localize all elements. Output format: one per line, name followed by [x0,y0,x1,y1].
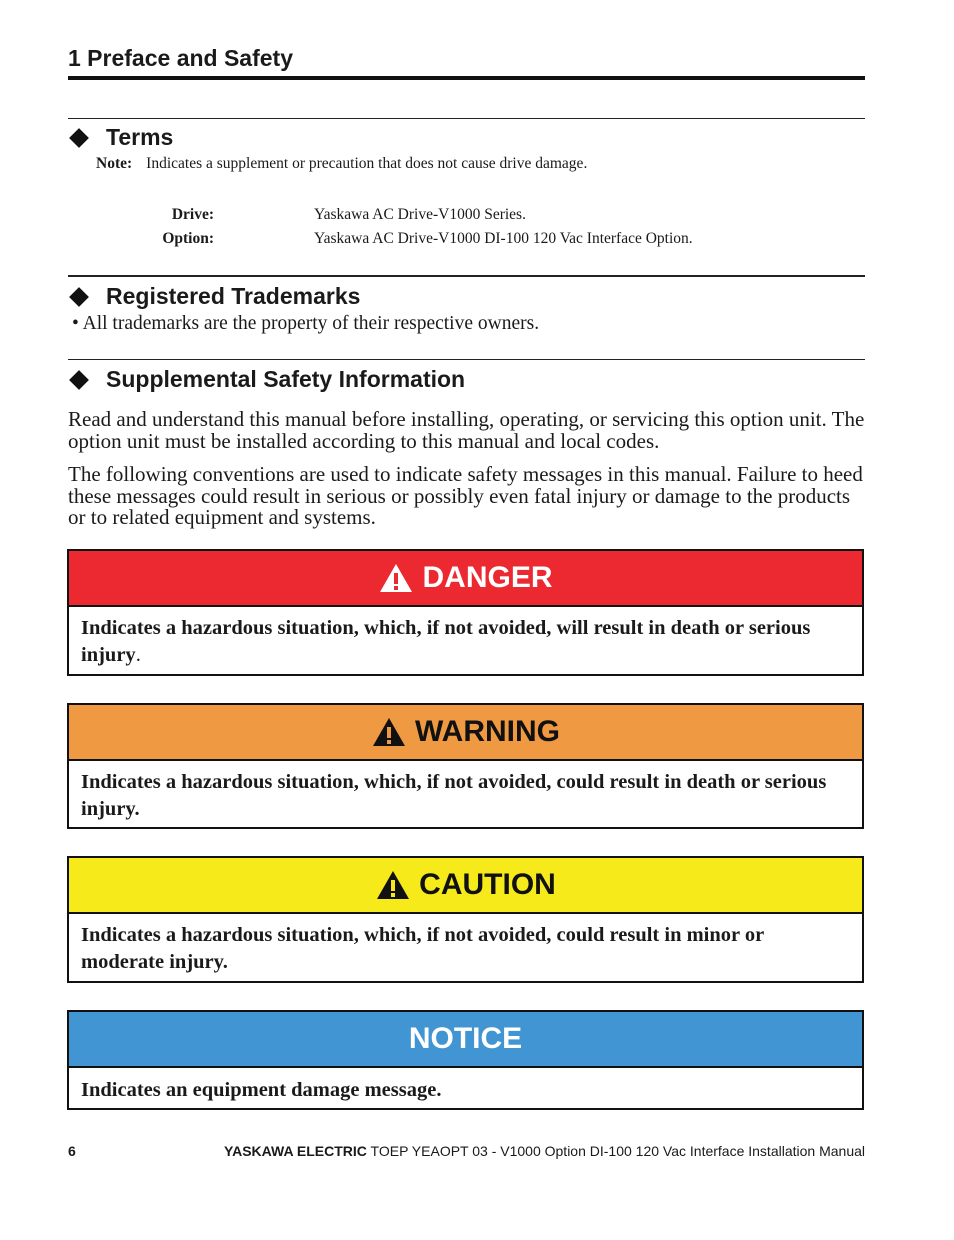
warning-band [69,705,862,761]
term-drive-definition: Yaskawa AC Drive-V1000 Series. [314,206,526,223]
notice-label: NOTICE [408,1022,523,1055]
warning-triangle-icon [375,869,411,901]
trademarks-bullet: • All trademarks are the property of their respective owners. [72,313,540,334]
term-option-definition: Yaskawa AC Drive-V1000 DI-100 120 Vac Interface Option. [314,230,693,247]
caution-box [67,856,864,983]
term-drive-label: Drive: [171,206,214,223]
terms-heading-text: Terms [106,124,174,150]
diamond-bullet-icon [69,370,89,390]
safety-heading [68,366,465,393]
notice-message: Indicates an equipment damage message. [81,1079,442,1101]
section-divider [68,275,865,277]
danger-label: DANGER [422,561,553,594]
section-divider [68,118,865,119]
warning-triangle-icon [378,562,414,594]
safety-paragraph-1: Read and understand this manual before installing, operating, or servicing this option unit. The option unit must be installed according to this manual and local codes. [68,407,865,453]
footer-title-text: TOEP YEAOPT 03 - V1000 Option DI-100 120 Vac Interface Installation Manual [366,1143,865,1159]
chapter-title: 1 Preface and Safety [68,45,294,71]
page-number: 6 [68,1143,76,1159]
danger-message-period: . [135,644,141,666]
notice-band [69,1012,862,1068]
warning-box [67,703,864,829]
note-label: Note: [96,155,133,172]
chapter-rule [68,76,865,80]
caution-message: Indicates a hazardous situation, which, if not avoided, could result in minor or moderate injury. [81,924,764,973]
section-divider [68,359,865,360]
note-text: Indicates a supplement or precaution that does not cause drive damage. [146,155,588,172]
caution-band [69,858,862,914]
terms-heading [68,124,173,151]
diamond-bullet-icon [69,128,89,148]
safety-heading-text: Supplemental Safety Information [106,366,466,392]
safety-paragraph-2: The following conventions are used to indicate safety messages in this manual. Failure to heed these messages could result in serious or possibly even fatal injury or damage to the products or to related equipment and systems. [68,462,863,529]
danger-box [67,549,864,676]
warning-triangle-icon [371,716,407,748]
term-option-label: Option: [162,230,214,247]
trademarks-heading [68,283,360,310]
footer-brand: YASKAWA ELECTRIC [224,1143,367,1159]
terms-note [96,155,587,173]
danger-message-text: Indicates a hazardous situation, which, if not avoided, will result in death or serious injury [81,617,811,666]
warning-label: WARNING [415,715,560,748]
caution-label: CAUTION [419,868,556,901]
notice-box [67,1010,864,1110]
warning-message: Indicates a hazardous situation, which, if not avoided, could result in death or serious injury. [81,771,827,820]
diamond-bullet-icon [69,287,89,307]
footer-doc-title [224,1143,865,1159]
danger-message [69,607,862,677]
danger-band [69,551,862,607]
trademarks-heading-text: Registered Trademarks [106,283,361,309]
